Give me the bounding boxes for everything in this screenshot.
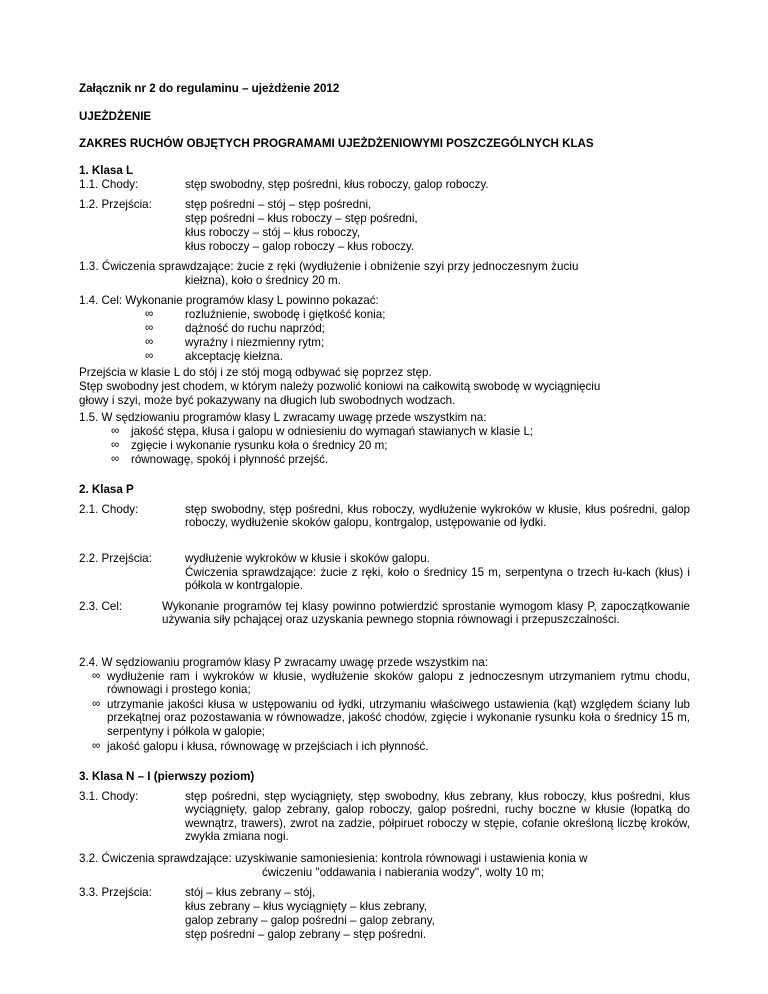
s1-chody-text: stęp swobodny, stęp pośredni, kłus roboczy, galop roboczy. (185, 178, 489, 191)
s1-cwiczenia-line1: 1.3. Ćwiczenia sprawdzające: żucie z ręki (wydłużenie i obniżenie szyi przy jednoczesnym żuciu (79, 260, 579, 273)
s3-przejscia-line: stój – kłus zebrany – stój, (185, 886, 316, 899)
s2-heading: 2. Klasa P (79, 483, 134, 496)
bullet-infinity-icon: ∞ (145, 349, 154, 362)
s1-cwiczenia-line2: kiełzna), koło o średnicy 20 m. (185, 274, 341, 287)
s1-sedz-bullet: zgięcie i wykonanie rysunku koła o średnicy 20 m; (131, 439, 388, 452)
s1-przejscia-label: 1.2. Przejścia: (79, 198, 152, 211)
s1-note1: Przejścia w klasie L do stój i ze stój mogą odbywać się poprzez stęp. (79, 366, 432, 379)
s3-chody-text: stęp pośredni, stęp wyciągnięty, stęp swobodny, kłus zebrany, kłus roboczy, kłus pośredni, kłus wyciągnięty, galop zebrany, galop roboczy, galop pośredni, ruchy boczne w kłusie (łopatką do wewnątrz, trawers), zwrot na zadzie, półpiruet roboczy w stępie, cofanie określoną liczbę kroków, zwykła zmiana nogi. (185, 790, 690, 843)
s1-sedz-label: 1.5. W sędziowaniu programów klasy L zwracamy uwagę przede wszystkim na: (79, 411, 487, 424)
s1-sedz-bullet: równowagę, spokój i płynność przejść. (131, 453, 329, 466)
s3-cwiczenia-line1: 3.2. Ćwiczenia sprawdzające: uzyskiwanie samoniesienia: kontrola równowagi i ustawienia konia w (79, 852, 588, 865)
s2-chody-text: stęp swobodny, stęp pośredni, kłus roboczy, wydłużenie wykroków w kłusie, kłus pośredni, galop roboczy, wydłużenie skoków galopu, kontrgalop, ustępowanie od łydki. (185, 503, 690, 530)
s3-heading: 3. Klasa N – I (pierwszy poziom) (79, 770, 255, 783)
s2-cel-label: 2.3. Cel: (79, 600, 123, 613)
s3-chody-label: 3.1. Chody: (79, 790, 139, 803)
section-heading: UJEŻDŻENIE (79, 110, 152, 123)
s1-chody-label: 1.1. Chody: (79, 178, 139, 191)
s3-przejscia-line: galop zebrany – galop pośredni – galop zebrany, (185, 914, 435, 927)
s1-sedz-bullet: jakość stępa, kłusa i galopu w odniesieniu do wymagań stawianych w klasie L; (131, 425, 534, 438)
bullet-infinity-icon: ∞ (145, 321, 154, 334)
s2-sedz-label: 2.4. W sędziowaniu programów klasy P zwracamy uwagę przede wszystkim na: (79, 656, 488, 669)
s1-przejscia-line: stęp pośredni – stój – stęp pośredni, (185, 198, 372, 211)
s1-cel-bullet: wyraźny i niezmienny rytm; (185, 336, 325, 349)
s2-sedz-bullet: wydłużenie ram i wykroków w kłusie, wydłużenie skoków galopu z jednoczesnym utrzymaniem rytmu chodu, równowagi i prostego konia; (107, 670, 690, 697)
s1-przejscia-line: kłus roboczy – stój – kłus roboczy, (185, 226, 361, 239)
s1-przejscia-line: stęp pośredni – kłus roboczy – stęp pośredni, (185, 212, 418, 225)
document-title: Załącznik nr 2 do regulaminu – ujeżdżenie 2012 (79, 82, 340, 95)
bullet-infinity-icon: ∞ (111, 452, 120, 465)
s2-chody-label: 2.1. Chody: (79, 503, 139, 516)
s1-przejscia-line: kłus roboczy – galop roboczy – kłus roboczy. (185, 240, 415, 253)
bullet-infinity-icon: ∞ (92, 739, 101, 752)
s2-cwiczenia-text: Ćwiczenia sprawdzające: żucie z ręki, koło o średnicy 15 m, serpentyna o trzech łu-kach (kłus) i półkola w kontrgalopie. (185, 566, 690, 593)
bullet-infinity-icon: ∞ (145, 307, 154, 320)
s2-przejscia-text: wydłużenie wykroków w kłusie i skoków galopu. (185, 552, 430, 565)
bullet-infinity-icon: ∞ (145, 335, 154, 348)
bullet-infinity-icon: ∞ (92, 697, 101, 710)
page-subtitle: ZAKRES RUCHÓW OBJĘTYCH PROGRAMAMI UJEŻDŻENIOWYMI POSZCZEGÓLNYCH KLAS (79, 137, 594, 150)
s1-cel-label: 1.4. Cel: Wykonanie programów klasy L powinno pokazać: (79, 294, 379, 307)
bullet-infinity-icon: ∞ (111, 424, 120, 437)
s1-note2-line1: Stęp swobodny jest chodem, w którym należy pozwolić koniowi na całkowitą swobodę w wyciągnięciu (79, 380, 601, 393)
s1-cel-bullet: dążność do ruchu naprzód; (185, 322, 325, 335)
s3-przejscia-label: 3.3. Przejścia: (79, 886, 152, 899)
s2-cel-text: Wykonanie programów tej klasy powinno potwierdzić sprostanie wymogom klasy P, zapoczątkowanie używania siły pchającej oraz uzyskania pewnego stopnia równowagi i przepuszczalności. (162, 600, 690, 627)
s2-sedz-bullet: utrzymanie jakości kłusa w ustępowaniu od łydki, utrzymaniu właściwego ustawienia (kąt) względem ściany lub przekątnej oraz pozostawania w równowadze, jakość chodów, zgięcie i wykonanie rysunku koła o średnicy 15 m, serpentyny i półkola w galopie; (107, 698, 690, 738)
bullet-infinity-icon: ∞ (92, 669, 101, 682)
s2-sedz-bullet: jakość galopu i kłusa, równowagę w przejściach i ich płynność. (107, 740, 429, 753)
bullet-infinity-icon: ∞ (111, 438, 120, 451)
s3-przejscia-line: kłus zebrany – kłus wyciągnięty – kłus zebrany, (185, 900, 428, 913)
s1-cel-bullet: akceptację kiełzna. (185, 350, 283, 363)
s1-heading: 1. Klasa L (79, 164, 134, 177)
s2-przejscia-label: 2.2. Przejścia: (79, 552, 152, 565)
s1-cel-bullet: rozluźnienie, swobodę i giętkość konia; (185, 308, 386, 321)
s3-przejscia-line: stęp pośredni – galop zebrany – stęp pośredni. (185, 928, 427, 941)
s1-note2-line2: głowy i szyi, może być pokazywany na długich lub swobodnych wodzach. (79, 394, 456, 407)
s3-cwiczenia-line2: ćwiczeniu "oddawania i nabierania wodzy", wolty 10 m; (262, 866, 545, 879)
